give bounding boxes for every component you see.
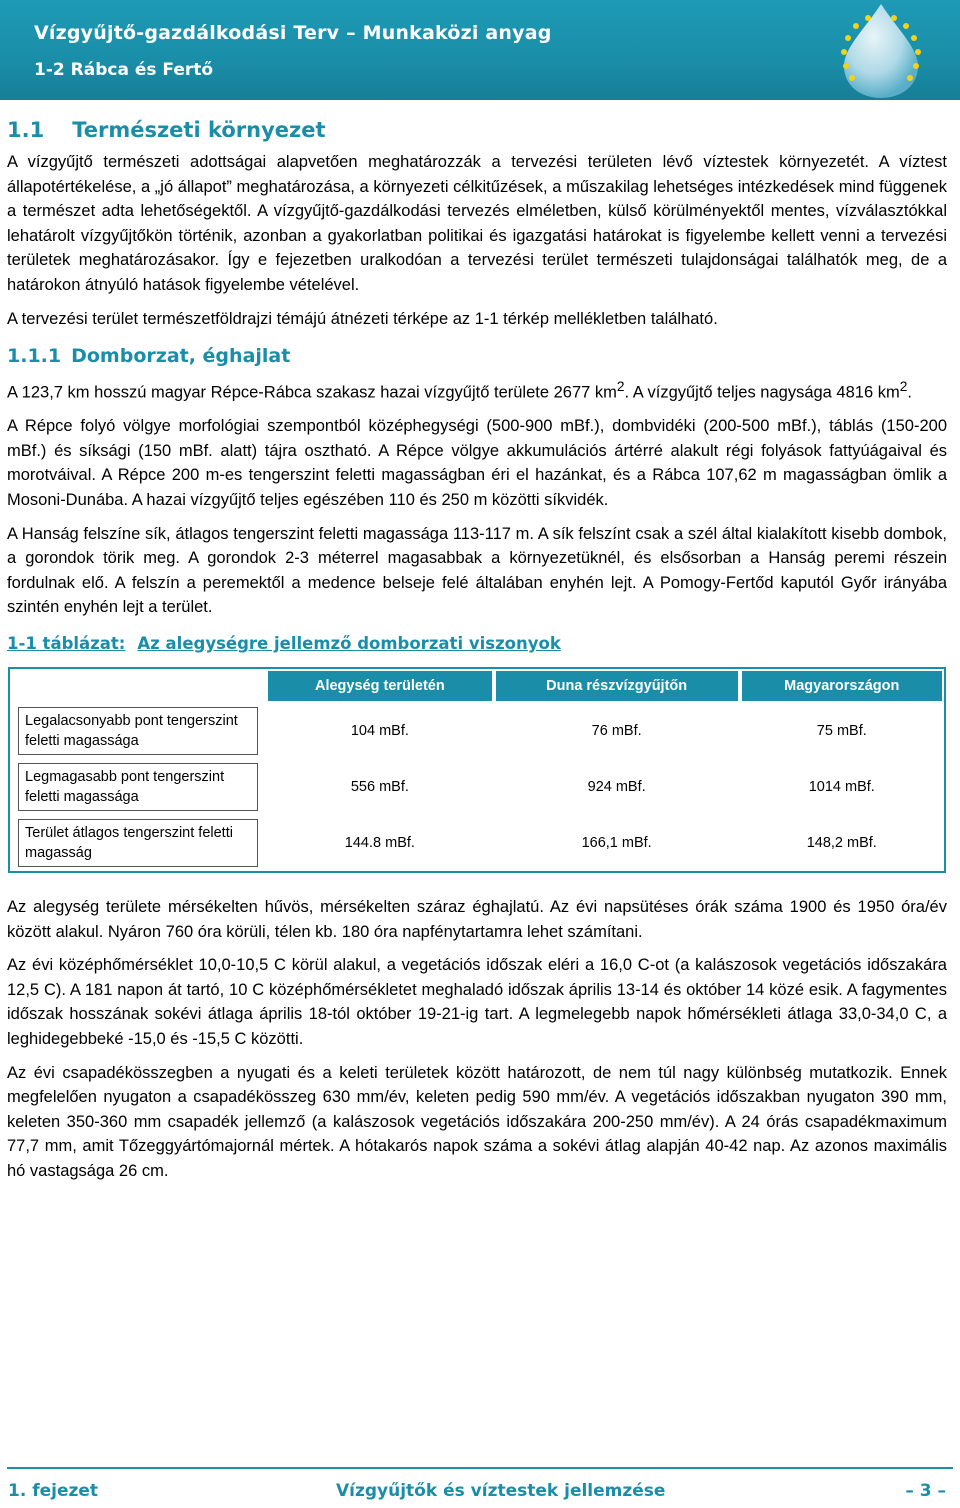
table-cell: 924 mBf. <box>587 779 646 795</box>
table-row <box>10 703 944 759</box>
table-header-row <box>10 669 944 703</box>
table-row <box>10 759 944 815</box>
column-header: Duna részvízgyűjtőn <box>494 669 740 703</box>
climate-paragraph: Az évi középhőmérséklet 10,0-10,5 C körül alakul, a vegetációs időszak eléri a 16,0 C-ot (a kalászosok vegetációs időszakára 12,5 C). A 181 napon át tartó, 10 C középhőmérsékletet meghaladó időszak április 13-14 és október 14 közé esik. A fagymentes időszak hosszának sokévi átlaga április 18-tól október 19-21-ig tart. A legmelegebb napok hőmérsékleti átlaga 33,0-34,0 C, a leghidegebbeké -15,0 és -15,5 C közötti. <box>7 956 947 1048</box>
row-label: Legalacsonyabb pont tengerszint feletti magassága <box>18 707 258 755</box>
intro-paragraph: A tervezési terület természetföldrajzi témájú átnézeti térképe az 1-1 térkép mellékletben található. <box>7 309 718 328</box>
table-cell: 556 mBf. <box>350 779 409 795</box>
row-label: Legmagasabb pont tengerszint feletti magassága <box>18 763 258 811</box>
page-number: – 3 – <box>905 1481 946 1501</box>
relief-paragraph: A Répce folyó völgye morfológiai szempontból középhegységi (500-900 mBf.), dombvidéki (200-500 mBf.), táblás (150-200 mBf.) és síksági (150 mBf. alatt) tájra osztható. A Répce völgye akkumulációs ártérré alakult régi folyások fattyúágaival és morotváival. A Répce 200 m-es tengerszint feletti magasságban éri el hazánkat, és a Rábca 107,62 m magasságban ömlik a Mosoni-Dunába. A hazai vízgyűjtő teljes egészében 110 és 250 m közötti síkvidék. <box>7 417 947 510</box>
table-cell: 104 mBf. <box>350 723 409 739</box>
subsection-number: 1.1.1 <box>7 345 62 368</box>
table-row <box>10 815 944 871</box>
table-corner <box>10 669 266 703</box>
table-caption-number: 1-1 táblázat: <box>7 634 126 653</box>
subsection-title: Domborzat, éghajlat <box>71 345 291 368</box>
table-caption-title: Az alegységre jellemző domborzati viszonyok <box>137 634 561 653</box>
column-header: Magyarországon <box>740 669 944 703</box>
eu-water-drop-logo <box>806 0 956 100</box>
section-heading <box>7 118 947 142</box>
table-cell: 76 mBf. <box>591 723 642 739</box>
climate-paragraph: Az évi csapadékösszegben a nyugati és a keleti területek között határozott, de nem túl nagy különbség mutatkozik. Ennek megfelelően nyugaton a csapadékösszeg 630 mm/év, keleten pedig 590 mm/év. A vegetációs időszakban nyugaton 390 mm, keleten 350-360 mm csapadék jellemző (a kalászosok vegetációs időszakára 200-250 mm/év). A 24 órás csapadékmaximum 77,7 mm, amit Tőzeggyártómajornál mértek. A hótakarós napok száma a sokévi átlag alapján 40-42 nap. Az azonos maximális hó vastagsága 26 cm. <box>7 1063 947 1180</box>
page-header <box>0 0 960 100</box>
table-cell: 1014 mBf. <box>808 779 875 795</box>
area-paragraph: A 123,7 km hosszú magyar Répce-Rábca szakasz hazai vízgyűjtő területe 2677 $km^2$. A vízgyűjtő teljes nagysága 4816 $km^2$. <box>7 379 912 402</box>
section-title: Természeti környezet <box>72 118 326 142</box>
table-cell: 148,2 mBf. <box>806 835 877 851</box>
climate-paragraph: Az alegység területe mérsékelten hűvös, mérsékelten száraz éghajlatú. Az évi napsütéses órák száma 1900 és 1950 óra/év között alakul. Nyáron 760 óra körüli, télen kb. 180 óra napfénytartamra lehet számítani. <box>7 898 947 941</box>
relief-paragraph: A Hanság felszíne sík, átlagos tengerszint feletti magassága 113-117 m. A sík felszínt csak a szél által kialakított kisebb dombok, a gorondok törik meg. A gorondok 2-3 méterrel magasabbak a környezetüknél, és elsősorban a Hanság peremi részein fordulnak elő. A felszín a peremektől a medence belseje felé általában enyhén lejt. A Pomogy-Fertőd kaputól Győr irányába szintén enyhén lejt a terület. <box>7 524 947 617</box>
intro-paragraph: A vízgyűjtő természeti adottságai alapvetően meghatározzák a tervezési területen lévő víztestek környezetét. A víztest állapotértékelése, a „jó állapot” meghatározása, a környezeti célkitűzések, a műszakilag lehetséges intézkedések mind függenek a természet adta lehetőségektől. A vízgyűjtő-gazdálkodási tervezés elméletben, külső körülményektől mentes, vízválasztókkal lehatárolt vízgyűjtőkön történik, azonban a gyakorlatban politikai és igazgatási határokat is figyelembe kellett venni a tervezési területek meghatározásakor. Így e fejezetben uralkodóan a tervezési terület természeti tulajdonságai találhatók meg, de a határokon átnyúló hatások figyelembe vételével. <box>7 153 947 294</box>
table-caption <box>7 634 947 653</box>
row-label: Terület átlagos tengerszint feletti magasság <box>18 819 258 867</box>
document-body <box>7 118 947 1193</box>
table-cell: 75 mBf. <box>816 723 867 739</box>
relief-table <box>8 667 946 873</box>
subsection-heading <box>7 345 947 367</box>
table-cell: 144.8 mBf. <box>344 835 415 851</box>
footer-divider <box>7 1467 953 1469</box>
footer-title: Vízgyűjtők és víztestek jellemzése <box>336 1481 666 1501</box>
page-footer <box>0 1467 960 1508</box>
footer-chapter: 1. fejezet <box>8 1481 99 1501</box>
table-cell: 166,1 mBf. <box>581 835 652 851</box>
section-number: 1.1 <box>7 118 45 142</box>
header-subtitle: 1-2 Rábca és Fertő <box>34 60 214 80</box>
header-title: Vízgyűjtő-gazdálkodási Terv – Munkaközi anyag <box>34 22 552 44</box>
column-header: Alegység területén <box>266 669 494 703</box>
